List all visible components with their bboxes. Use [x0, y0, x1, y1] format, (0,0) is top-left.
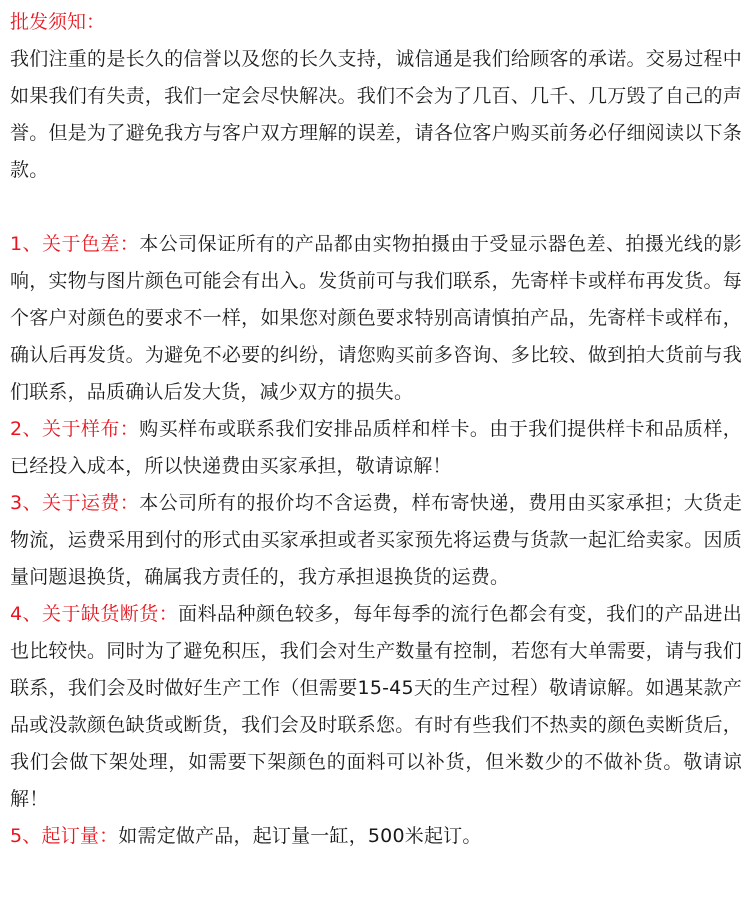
clause-text: 面料品种颜色较多，每年每季的流行色都会有变，我们的产品进出也比较快。同时为了避免积压，我们会对生产数量有控制，若您有大单需要，请与我们联系，我们会及时做好生产工作（但需要15-45天的生产过程）敬请谅解。如遇某款产品或没款颜色缺货或断货，我们会及时联系您。有时有些我们不热卖的颜色卖断货后，我们会做下架处理，如需要下架颜色的面料可以补货，但米数少的不做补货。敬请谅解！ — [10, 603, 742, 810]
clause-text: 本公司所有的报价均不含运费，样布寄快递，费用由买家承担；大货走物流，运费采用到付的形式由买家承担或者买家预先将运费与货款一起汇给卖家。因质量问题退换货，确属我方责任的，我方承担退换货的运费。 — [10, 492, 742, 588]
clause-shipping-fee — [10, 485, 742, 596]
intro-paragraph: 我们注重的是长久的信誉以及您的长久支持，诚信通是我们给顾客的承诺。交易过程中如果我们有失责，我们一定会尽快解决。我们不会为了几百、几千、几万毁了自己的声誉。但是为了避免我方与客户双方理解的误差，请各位客户购买前务必仔细阅读以下条款。 — [10, 48, 742, 181]
clause-out-of-stock — [10, 596, 742, 818]
clause-text: 本公司保证所有的产品都由实物拍摄由于受显示器色差、拍摄光线的影响，实物与图片颜色可能会有出入。发货前可与我们联系，先寄样卡或样布再发货。每个客户对颜色的要求不一样，如果您对颜色要求特别高请慎拍产品，先寄样卡或样布，确认后再发货。为避免不必要的纠纷，请您购买前多咨询、多比较、做到拍大货前与我们联系，品质确认后发大货，减少双方的损失。 — [10, 233, 742, 403]
clause-text: 如需定做产品，起订量一缸，500米起订。 — [118, 825, 482, 847]
paragraph-spacer — [10, 189, 742, 226]
clause-label: 4、关于缺货断货： — [10, 603, 179, 625]
clause-text: 购买样布或联系我们安排品质样和样卡。由于我们提供样卡和品质样，已经投入成本，所以快递费由买家承担，敬请谅解！ — [10, 418, 742, 477]
notice-document — [10, 4, 742, 855]
notice-title: 批发须知： — [10, 11, 106, 33]
clause-label: 3、关于运费： — [10, 492, 140, 514]
clause-label: 2、关于样布： — [10, 418, 140, 440]
clause-color-difference — [10, 226, 742, 411]
clause-sample-fabric — [10, 411, 742, 485]
clause-minimum-order — [10, 818, 742, 855]
clause-label: 1、关于色差： — [10, 233, 140, 255]
clause-label: 5、起订量： — [10, 825, 119, 847]
